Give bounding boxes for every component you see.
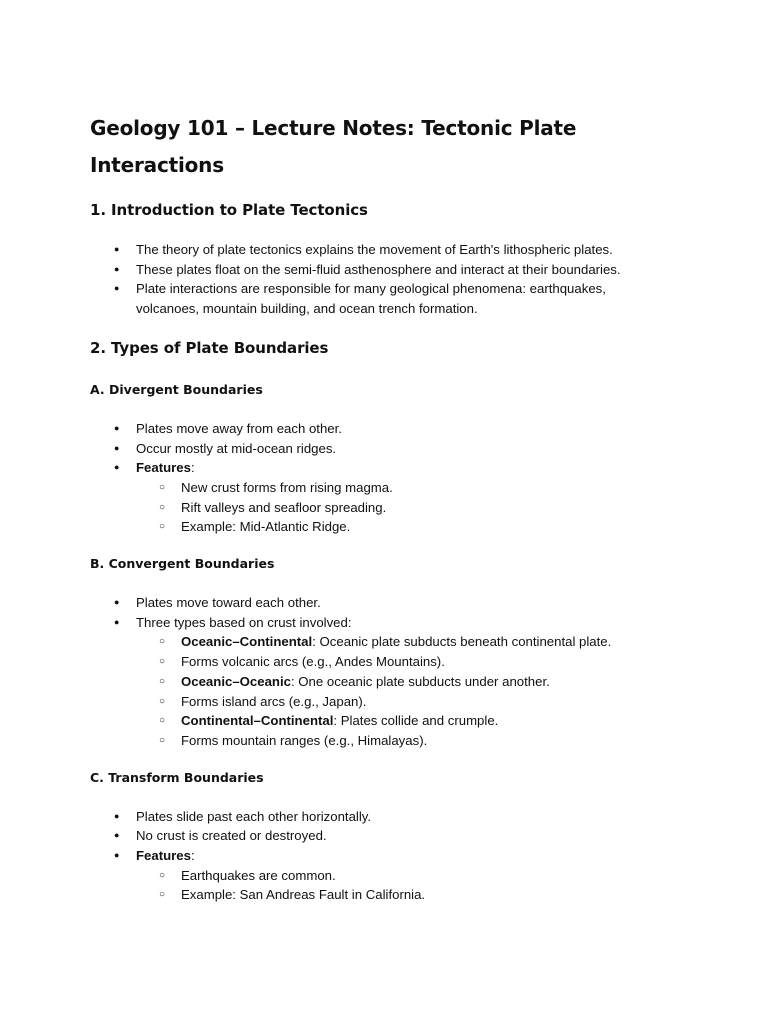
list-item: ● Plates slide past each other horizontally. xyxy=(90,807,690,827)
sublist-item: ○ New crust forms from rising magma. xyxy=(136,478,690,498)
sublist-item: ○ Continental–Continental: Plates collide and crumple. xyxy=(136,711,690,731)
list-item: ● Features: ○ Earthquakes are common. ○ Example: San Andreas Fault in California. xyxy=(90,846,690,905)
subsection-b-heading: B. Convergent Boundaries xyxy=(90,556,275,572)
section-2-heading: 2. Types of Plate Boundaries xyxy=(90,338,329,357)
subsection-c-heading: C. Transform Boundaries xyxy=(90,769,264,785)
features-label: Features xyxy=(136,848,191,864)
list-item-line-1: Plate interactions are responsible for many geological phenomena: earthquakes, xyxy=(136,281,606,297)
document-title xyxy=(90,110,690,184)
list-item: ● Features: ○ New crust forms from rising magma. ○ Rift valleys and seafloor spreading. ○ Example: Mid-Atlantic Ridge. xyxy=(90,458,690,537)
sublist-item: ○ Earthquakes are common. xyxy=(136,866,690,886)
features-sublist xyxy=(136,866,690,905)
list-item-line-2: volcanoes, mountain building, and ocean trench formation. xyxy=(136,301,478,317)
crust-types-sublist xyxy=(136,632,690,750)
subsection-a-heading: A. Divergent Boundaries xyxy=(90,381,263,397)
list-item: ● Plates move toward each other. xyxy=(90,593,690,613)
list-item: ● These plates float on the semi-fluid asthenosphere and interact at their boundaries. xyxy=(90,260,690,280)
sublist-item: ○ Oceanic–Oceanic: One oceanic plate subducts under another. xyxy=(136,672,690,692)
list-item: ● Three types based on crust involved: ○ Oceanic–Continental: Oceanic plate subducts beneath continental plate. ○ Forms volcanic arcs (e.g., Andes Mountains). ○ Oceanic–Oceanic: One oceanic plate subducts under another. ○ Forms island arcs (e.g., Japan). ○ Continental–Continental: Plates collide and crumple. ○ Forms mountain ranges (e.g., Himalayas). xyxy=(90,613,690,751)
title-line-2: Interactions xyxy=(90,153,224,177)
list-item: ● The theory of plate tectonics explains the movement of Earth's lithospheric plates. xyxy=(90,240,690,260)
sublist-item: ○ Example: Mid-Atlantic Ridge. xyxy=(136,517,690,537)
document-page xyxy=(90,110,690,905)
sublist-item: ○ Forms mountain ranges (e.g., Himalayas). xyxy=(136,731,690,751)
sublist-item: ○ Oceanic–Continental: Oceanic plate subducts beneath continental plate. xyxy=(136,632,690,652)
sublist-item: ○ Forms volcanic arcs (e.g., Andes Mountains). xyxy=(136,652,690,672)
list-item: ● No crust is created or destroyed. xyxy=(90,826,690,846)
list-item: ● Plates move away from each other. xyxy=(90,419,690,439)
features-sublist xyxy=(136,478,690,537)
features-label: Features xyxy=(136,460,191,476)
subsection-b-list xyxy=(90,593,690,751)
list-item xyxy=(90,279,690,318)
title-line-1: Geology 101 – Lecture Notes: Tectonic Plate xyxy=(90,116,577,140)
subsection-a-list xyxy=(90,419,690,537)
subsection-c-list xyxy=(90,807,690,906)
sublist-item: ○ Forms island arcs (e.g., Japan). xyxy=(136,692,690,712)
section-1-heading: 1. Introduction to Plate Tectonics xyxy=(90,201,368,219)
section-1-list xyxy=(90,240,690,319)
list-item: ● Occur mostly at mid-ocean ridges. xyxy=(90,439,690,459)
sublist-item: ○ Example: San Andreas Fault in California. xyxy=(136,885,690,905)
sublist-item: ○ Rift valleys and seafloor spreading. xyxy=(136,498,690,518)
